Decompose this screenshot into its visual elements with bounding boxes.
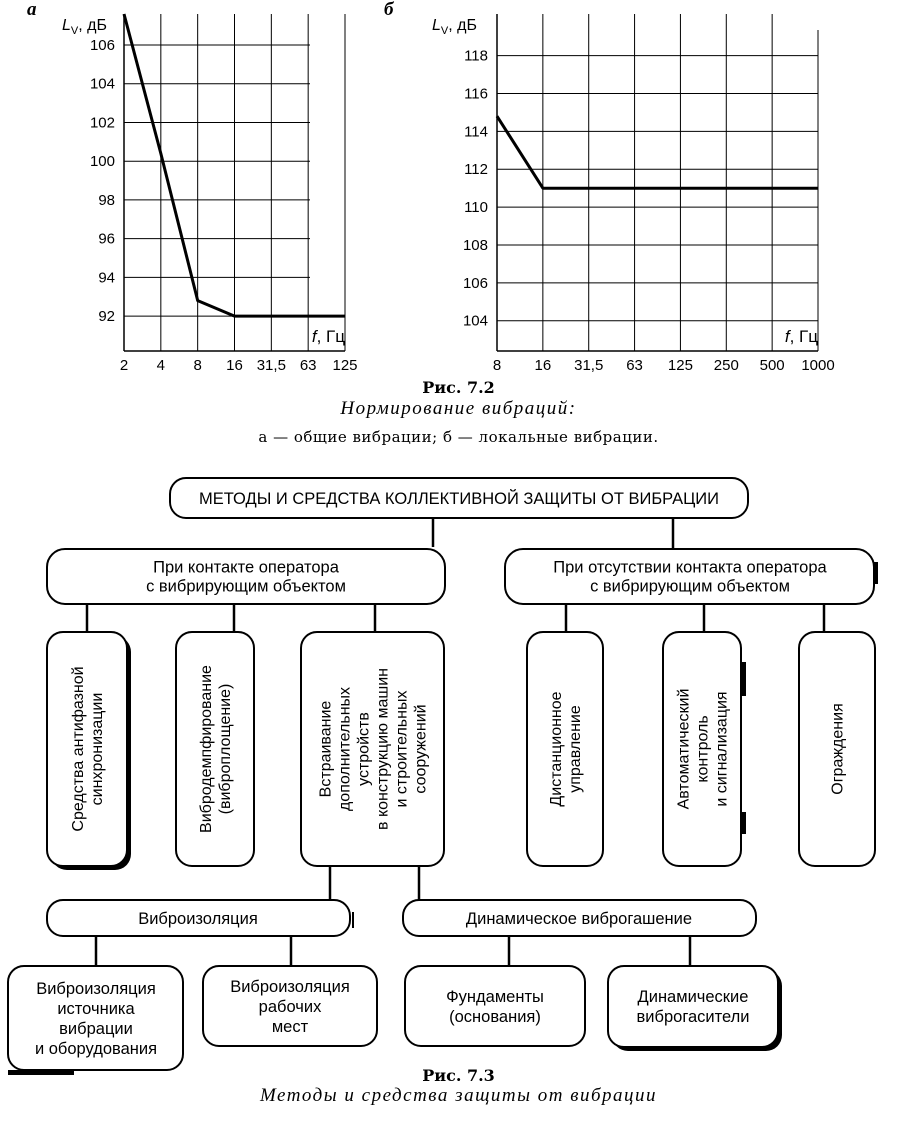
chart-b-y-tick-label: 110 <box>464 199 488 217</box>
foundations-label: (основания) <box>449 1007 541 1026</box>
chart-b <box>384 0 835 374</box>
chart-a-y-axis-label: $L_V$, дБ <box>62 17 107 37</box>
chart-a-x-axis-label: f, Гц <box>311 327 345 346</box>
auto-control-box-label: контроль <box>694 715 712 783</box>
vibroisolation-label: Виброизоляция <box>138 909 258 928</box>
chart-a-x-tick-label: 8 <box>193 357 202 374</box>
built-in-devices-box-label: в конструкцию машин <box>374 668 392 830</box>
auto-control-mark-top <box>741 662 746 696</box>
no-contact-label: с вибрирующим объектом <box>590 577 790 596</box>
contact-label: с вибрирующим объектом <box>146 577 346 596</box>
chart-b-panel-letter: б <box>384 0 394 20</box>
vibration-damping-box-label: (виброплощение) <box>217 683 235 815</box>
source-isolation-label: и оборудования <box>34 1039 158 1058</box>
chart-a-x-tick-label: 2 <box>119 357 129 374</box>
chart-b-x-axis-label: f, Гц <box>784 327 818 346</box>
dynamic-dampers-label: виброгасители <box>636 1007 750 1026</box>
foundations-box <box>405 966 585 1046</box>
contact-label: При контакте оператора <box>153 558 339 577</box>
vibration-damping-box-label: Вибродемпфирование <box>198 665 216 833</box>
antiphase-sync-box-label: синхронизации <box>89 692 107 806</box>
antiphase-sync-box-label: Средства антифазной <box>70 666 88 832</box>
auto-control-box-label: Автоматический <box>675 688 693 810</box>
chart-a-panel-letter: а <box>27 0 37 20</box>
chart-b-x-tick-label: 31,5 <box>574 357 604 374</box>
chart-a-y-tick-label: 96 <box>98 230 115 248</box>
chart-b-x-tick-label: 250 <box>713 357 739 374</box>
chart-a-x-tick-label: 125 <box>332 357 358 374</box>
protection-methods-diagram <box>8 478 878 1075</box>
built-in-devices-box-label: и строительных <box>393 690 411 808</box>
remote-control-box-label: управление <box>567 705 585 793</box>
chart-b-y-tick-label: 106 <box>462 274 488 292</box>
chart-a-y-tick-label: 100 <box>89 153 115 171</box>
chart-b-x-tick-label: 1000 <box>801 357 835 374</box>
foundations-label: Фундаменты <box>446 987 544 1006</box>
workplace-isolation-label: Виброизоляция <box>230 977 350 996</box>
workplace-isolation-label: мест <box>271 1017 309 1036</box>
chart-b-y-tick-label: 108 <box>462 236 488 254</box>
fig-7-2-subtitle: а — общие вибрации; б — локальные вибрации. <box>258 428 659 446</box>
auto-control-mark-bottom <box>741 812 746 834</box>
chart-b-y-tick-label: 118 <box>464 47 488 65</box>
dynamic-damping-label: Динамическое виброгашение <box>465 909 693 928</box>
chart-a-x-tick-label: 63 <box>299 357 317 374</box>
chart-b-x-tick-label: 16 <box>534 357 552 374</box>
chart-b-x-tick-label: 125 <box>667 357 693 374</box>
chart-a-y-tick-label: 92 <box>98 308 115 326</box>
auto-control-box-label: и сигнализация <box>713 691 731 807</box>
chart-a-y-tick-label: 104 <box>89 75 115 93</box>
chart-b-x-tick-label: 63 <box>626 357 643 374</box>
chart-b-y-tick-label: 104 <box>462 312 488 330</box>
chart-a <box>27 0 358 374</box>
chart-b-x-tick-label: 8 <box>492 357 502 374</box>
dynamic-dampers-label: Динамические <box>637 987 749 1006</box>
chart-b-x-tick-label: 500 <box>759 357 785 374</box>
chart-b-series-line <box>497 116 818 188</box>
chart-b-y-axis-label: $L_V$, дБ <box>432 17 477 37</box>
remote-control-box-label: Дистанционное <box>548 691 566 807</box>
chart-a-y-tick-label: 98 <box>98 191 115 209</box>
chart-a-y-tick-label: 106 <box>89 36 115 54</box>
fig-7-3-number: Рис. 7.3 <box>422 1066 495 1085</box>
built-in-devices-box-label: Встраивание <box>317 700 335 798</box>
vibroisolation-mark <box>352 912 354 928</box>
dynamic-dampers-box <box>608 966 778 1047</box>
chart-a-y-tick-label: 94 <box>98 269 115 287</box>
built-in-devices-box-label: устройств <box>355 712 373 786</box>
chart-b-y-tick-label: 112 <box>464 161 488 179</box>
source-isolation-label: вибрации <box>59 1019 133 1038</box>
fencing-box-label: Ограждения <box>829 703 847 795</box>
no-contact-label: При отсутствии контакта оператора <box>553 558 827 577</box>
fencing-box-label-group <box>830 703 847 794</box>
chart-a-x-tick-label: 31,5 <box>256 357 286 374</box>
built-in-devices-box-label: дополнительных <box>336 686 354 812</box>
fig-7-3-title: Методы и средства защиты от вибрации <box>259 1085 658 1106</box>
built-in-devices-box-label: сооружений <box>412 704 430 794</box>
chart-a-x-tick-label: 4 <box>156 357 166 374</box>
workplace-isolation-label: рабочих <box>258 997 322 1016</box>
fig-7-2-number: Рис. 7.2 <box>422 378 495 397</box>
chart-a-y-tick-label: 102 <box>89 114 115 132</box>
root-label: МЕТОДЫ И СРЕДСТВА КОЛЛЕКТИВНОЙ ЗАЩИТЫ ОТ ВИБРАЦИИ <box>198 489 720 508</box>
source-isolation-label: Виброизоляция <box>36 979 156 998</box>
chart-b-y-tick-label: 116 <box>464 85 488 103</box>
chart-b-y-tick-label: 114 <box>464 123 488 141</box>
fig-7-2-title: Нормирование вибраций: <box>340 398 577 419</box>
chart-a-x-tick-label: 16 <box>226 357 243 374</box>
source-isolation-label: источника <box>57 999 135 1018</box>
